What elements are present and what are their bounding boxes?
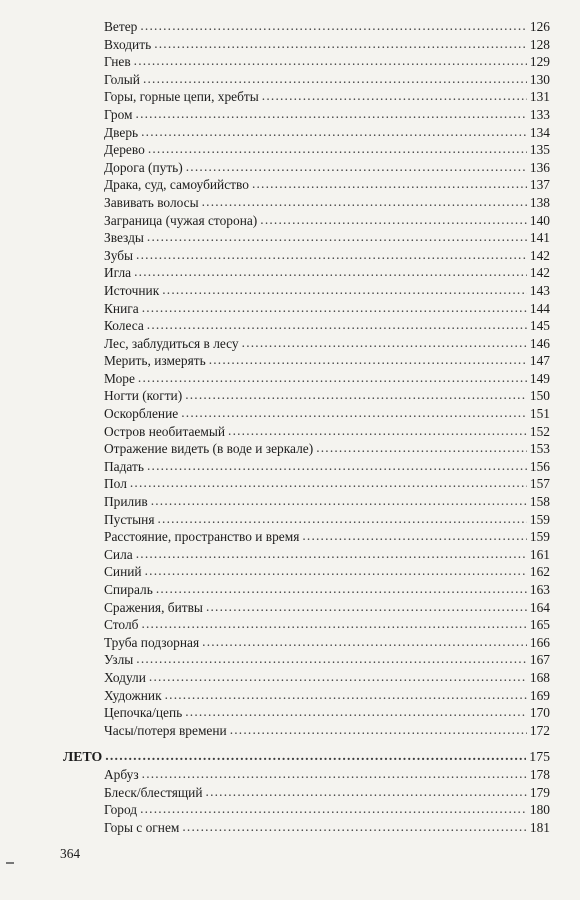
toc-entry-page: 152 [529,423,550,439]
toc-entry [0,599,580,617]
toc-entry [0,124,580,142]
toc-entry-label: Драка, суд, самоубийство [104,177,249,193]
dot-leader [154,35,527,53]
toc-entry-label: Дверь [104,124,139,140]
toc-entry-page: 172 [529,722,550,738]
toc-entry-page: 162 [529,564,550,580]
toc-entry-page: 181 [529,819,550,835]
toc-entry-label: Художник [104,687,162,703]
toc-entry [0,18,580,36]
toc-entry-page: 179 [529,784,550,800]
toc-entry-page: 142 [529,265,550,281]
dot-leader [136,246,527,264]
dot-leader [136,545,527,563]
toc-entry-page: 150 [529,388,550,404]
toc-section-heading [0,748,580,766]
dot-leader [165,686,527,704]
section-page-number: 175 [529,749,550,765]
toc-entry-label: Труба подзорная [104,634,200,650]
toc-entry [0,247,580,265]
toc-entry-label: Падать [104,458,144,474]
toc-entry-label: Дерево [104,142,145,158]
toc-entry-label: Колеса [104,318,144,334]
dot-leader [302,527,527,545]
toc-entry [0,370,580,388]
dot-leader [130,474,527,492]
toc-entry [0,581,580,599]
toc-entry-label: Столб [104,617,139,633]
toc-entry-page: 157 [529,476,550,492]
toc-entry [0,722,580,740]
toc-entry-page: 170 [529,705,550,721]
toc-entry [0,458,580,476]
toc-entry-label: Заграница (чужая сторона) [104,212,258,228]
dot-leader [138,369,527,387]
toc-entry [0,493,580,511]
toc-entry [0,546,580,564]
toc-entry-label: Входить [104,36,152,52]
toc-entry-page: 130 [529,71,550,87]
toc-entry-page: 149 [529,370,550,386]
toc-entry [0,387,580,405]
dot-leader [142,765,527,783]
toc-entry [0,423,580,441]
toc-entry [0,264,580,282]
toc-entry [0,176,580,194]
toc-entry [0,634,580,652]
toc-entry [0,405,580,423]
toc-entry-page: 159 [529,529,550,545]
dot-leader [202,633,527,651]
dot-leader [148,140,527,158]
dot-leader [242,334,527,352]
toc-entry-label: Мерить, измерять [104,353,206,369]
toc-entry-label: Пол [104,476,127,492]
toc-entry [0,36,580,54]
toc-entry-label: Синий [104,564,142,580]
toc-entry-label: Горы с огнем [104,819,180,835]
toc-entry-label: Отражение видеть (в воде и зеркале) [104,441,314,457]
dot-leader [147,316,527,334]
toc-entry-page: 141 [529,230,550,246]
toc-entry [0,194,580,212]
toc-entry-page: 164 [529,599,550,615]
toc-entry [0,766,580,784]
toc-entry-page: 129 [529,54,550,70]
toc-entry [0,335,580,353]
dot-leader [136,650,527,668]
toc-entry-label: Сила [104,546,133,562]
toc-entry-page: 153 [529,441,550,457]
dot-leader [260,211,527,229]
toc-entry-page: 167 [529,652,550,668]
toc-entry-page: 137 [529,177,550,193]
dot-leader [149,668,527,686]
toc-entry [0,71,580,89]
toc-entry-label: Расстояние, пространство и время [104,529,300,545]
toc-entry-page: 165 [529,617,550,633]
dot-leader [202,193,527,211]
dot-leader [181,404,527,422]
toc-entry [0,511,580,529]
toc-entry-page: 134 [529,124,550,140]
toc-entry-label: Часы/потеря времени [104,722,227,738]
toc-entry-label: Прилив [104,494,148,510]
dot-leader [262,87,527,105]
toc-entry-label: Сражения, битвы [104,599,203,615]
toc-entry-label: Спираль [104,582,153,597]
toc-entry-page: 140 [529,212,550,228]
dot-leader [147,228,527,246]
dot-leader [209,351,527,369]
dot-leader [157,510,526,528]
toc-entry [0,229,580,247]
dot-leader [141,615,526,633]
toc-entry-page: 180 [529,802,550,818]
toc-entry [0,282,580,300]
toc-entry-label: Ходули [104,669,146,685]
dot-leader [134,52,527,70]
toc-entry-label: Голый [104,71,140,87]
toc-entry-label: Пустыня [104,511,155,527]
dot-leader [151,492,527,510]
toc-entry [0,141,580,159]
toc-entry-page: 178 [529,766,550,782]
toc-entry [0,616,580,634]
toc-entry [0,669,580,687]
toc-entry-page: 161 [529,546,550,562]
toc-entry-label: Цепочка/цепь [104,705,183,721]
toc-entry-page: 159 [529,511,550,527]
toc-entry [0,687,580,705]
toc-entry-label: Блеск/блестящий [104,784,203,800]
toc-entry-label: Узлы [104,652,134,668]
toc-entry-page: 169 [529,687,550,703]
toc-entry-page: 158 [529,494,550,510]
dot-leader [186,158,527,176]
toc-entry [0,651,580,669]
dot-leader [141,123,527,141]
toc-entry [0,106,580,124]
dot-leader [156,580,527,598]
dot-leader [316,439,527,457]
scan-artifact [6,862,14,864]
toc-entry-label: Зубы [104,247,134,263]
toc-entry-label: Лес, заблудиться в лесу [104,335,239,351]
toc-entry [0,819,580,837]
dot-leader [230,721,527,739]
toc-entry-page: 135 [529,142,550,158]
toc-entry-page: 136 [529,159,550,175]
toc-entry-page: 156 [529,458,550,474]
dot-leader [134,263,527,281]
toc-entry [0,317,580,335]
toc-entry-page: 163 [529,582,550,597]
dot-leader [206,598,527,616]
toc-entry-label: Гром [104,106,133,122]
toc-entry-page: 146 [529,335,550,351]
toc-entry [0,475,580,493]
toc-entry [0,801,580,819]
toc-entry-label: Дорога (путь) [104,159,183,175]
toc-entry-page: 138 [529,194,550,210]
dot-leader [162,281,527,299]
dot-leader [140,800,527,818]
toc-entry-page: 145 [529,318,550,334]
page-number: 364 [60,846,81,861]
dot-leader [145,562,527,580]
dot-leader [136,105,527,123]
toc-entry-label: Завивать волосы [104,194,199,210]
dot-leader [182,818,527,836]
toc-entry-page: 131 [529,89,550,105]
toc-entry-page: 144 [529,300,550,316]
toc-entry-page: 168 [529,669,550,685]
toc-entry-label: Гнев [104,54,131,70]
toc-entry-label: Книга [104,300,139,316]
toc-entry [0,352,580,370]
dot-leader [105,747,526,765]
toc-entry [0,212,580,230]
toc-entry-label: Источник [104,282,160,298]
toc-entry-label: Оскорбление [104,406,179,422]
toc-entry-label: Море [104,370,135,386]
toc-entry-page: 151 [529,406,550,422]
dot-leader [185,386,527,404]
toc-entry-page: 142 [529,247,550,263]
dot-leader [143,70,527,88]
toc-entry [0,528,580,546]
toc-entry-page: 128 [529,36,550,52]
toc-entry-label: Остров необитаемый [104,423,226,439]
toc-entry-label: Ветер [104,19,138,34]
section-title: ЛЕТО [63,749,103,765]
toc-entries-group-2 [0,766,580,836]
dot-leader [140,17,527,35]
toc-entry [0,440,580,458]
dot-leader [206,783,527,801]
toc-entry [0,563,580,581]
toc-entry [0,88,580,106]
toc-entry-page: 133 [529,106,550,122]
toc-entry-page: 166 [529,634,550,650]
dot-leader [142,299,527,317]
toc-entries-group-1 [0,18,580,739]
toc-entry [0,53,580,71]
toc-entry-label: Ногти (когти) [104,388,183,404]
toc-entry-label: Арбуз [104,766,139,782]
table-of-contents [0,18,580,836]
toc-entry [0,159,580,177]
toc-entry-page: 147 [529,353,550,369]
toc-entry [0,704,580,722]
toc-entry [0,300,580,318]
toc-entry-label: Игла [104,265,132,281]
toc-entry-label: Звезды [104,230,144,246]
dot-leader [252,175,527,193]
toc-entry [0,784,580,802]
toc-entry-label: Город [104,802,138,818]
dot-leader [185,703,527,721]
toc-entry-page: 143 [529,282,550,298]
dot-leader [147,457,527,475]
toc-entry-page: 126 [529,19,550,34]
toc-entry-label: Горы, горные цепи, хребты [104,89,259,105]
dot-leader [228,422,527,440]
